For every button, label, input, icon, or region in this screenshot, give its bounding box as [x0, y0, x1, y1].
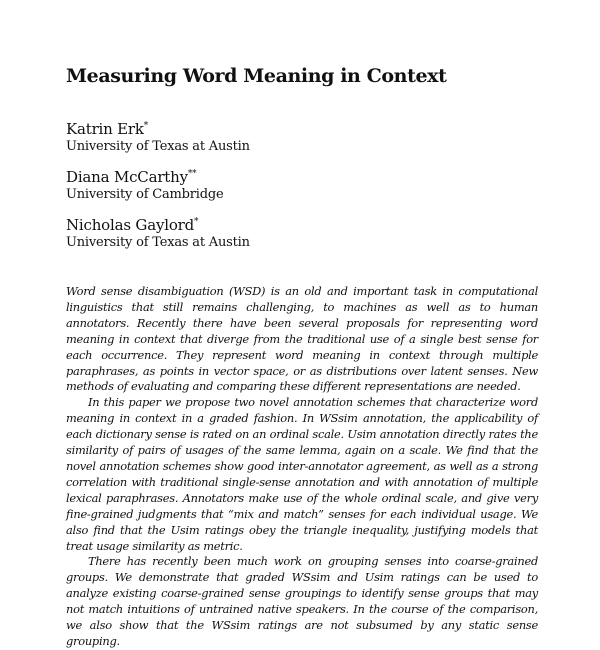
author-affiliation: University of Texas at Austin — [66, 235, 250, 250]
author-block — [66, 168, 466, 204]
author-name-text: Diana McCarthy — [66, 168, 188, 186]
abstract-paragraph: There has recently been much work on grouping senses into coarse-grained groups. We demonstrate that graded WSsim and Usim ratings can be used to analyze existing coarse-grained sense groupings to identify sense groups that may not match intuitions of untrained native speakers. In the course of the comparison, we also show that the WSsim ratings are not subsumed by any static sense grouping. — [66, 554, 538, 648]
paper-title: Measuring Word Meaning in Context — [66, 65, 447, 87]
abstract-paragraph: In this paper we propose two novel annotation schemes that characterize word meaning in context in a graded fashion. In WSsim annotation, the applicability of each dictionary sense is rated on an ordinal scale. Usim annotation directly rates the similarity of pairs of usages of the same lemma, again on a scale. We find that the novel annotation schemes show good inter-annotator agreement, as well as a strong correlation with traditional single-sense annotation and with annotation of multiple lexical paraphrases. Annotators make use of the whole ordinal scale, and give very fine-grained judgments that “mix and match” senses for each individual usage. We also find that the Usim ratings obey the triangle inequality, justifying models that treat usage similarity as metric. — [66, 395, 538, 553]
author-block — [66, 120, 466, 156]
author-name — [66, 168, 466, 186]
author-block — [66, 216, 466, 252]
author-name-text: Nicholas Gaylord — [66, 216, 195, 234]
abstract — [66, 284, 538, 650]
author-name-text: Katrin Erk — [66, 120, 144, 138]
author-footnote-mark: * — [194, 217, 199, 227]
abstract-paragraph: Word sense disambiguation (WSD) is an old and important task in computational linguistics that still remains challenging, to machines as well as to human annotators. Recently there have been several proposals for representing word meaning in context that diverge from the traditional use of a single best sense for each occurrence. They represent word meaning in context through multiple paraphrases, as points in vector space, or as distributions over latent senses. New methods of evaluating and comparing these different representations are needed. — [66, 284, 538, 394]
author-footnote-mark: * — [143, 121, 149, 131]
author-name — [66, 120, 466, 138]
author-affiliation: University of Cambridge — [66, 187, 224, 202]
author-footnote-mark: ** — [187, 169, 197, 179]
author-affiliation: University of Texas at Austin — [66, 139, 250, 154]
author-name — [66, 216, 466, 234]
